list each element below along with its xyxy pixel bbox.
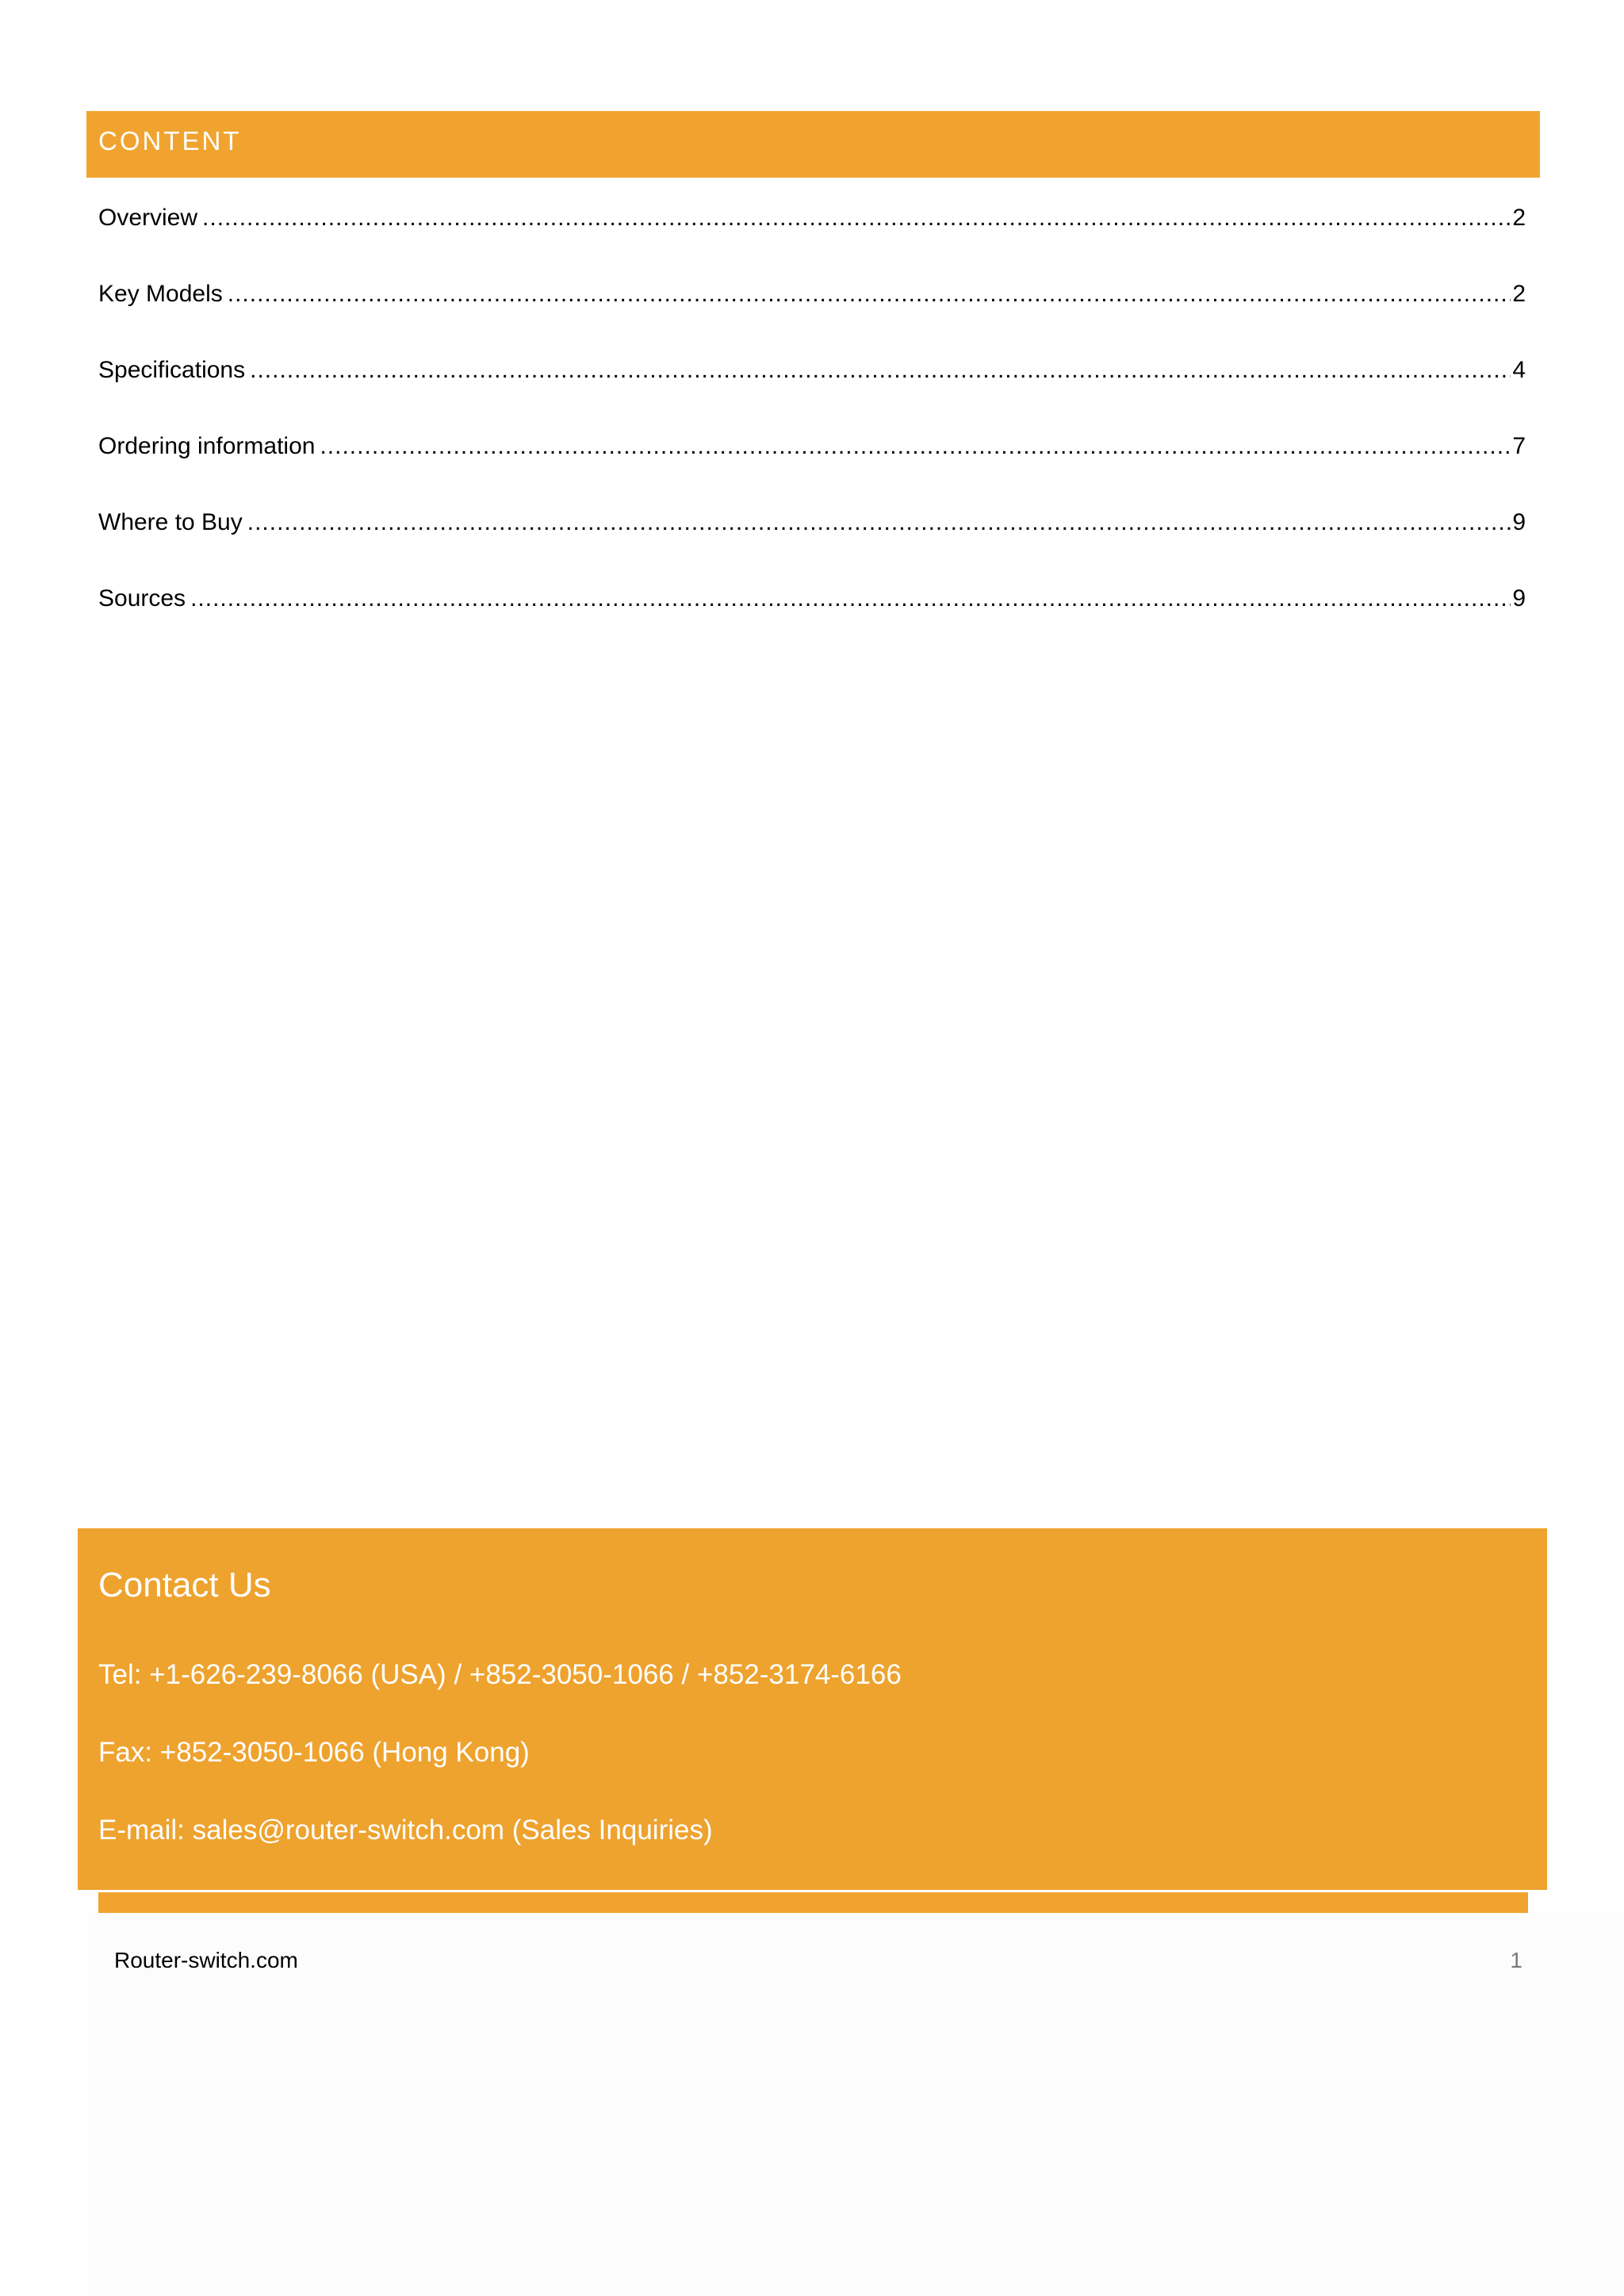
toc-item-sources[interactable] [98,579,1526,655]
toc-item-page: 4 [1512,357,1526,383]
toc-item-where-to-buy[interactable] [98,503,1526,579]
toc-item-label: Sources [98,585,186,611]
toc-dot-leader [320,427,1511,466]
toc-item-page: 7 [1512,433,1526,459]
footer-area [89,1913,1624,2296]
table-of-contents [98,198,1526,655]
toc-item-specifications[interactable] [98,351,1526,427]
toc-item-page: 9 [1512,585,1526,611]
contact-title: Contact Us [98,1566,271,1604]
contact-email[interactable]: E-mail: sales@router-switch.com (Sales Inquiries) [98,1815,713,1846]
toc-item-page: 9 [1512,509,1526,535]
toc-item-overview[interactable] [98,198,1526,274]
toc-item-label: Specifications [98,357,246,383]
toc-dot-leader [247,503,1511,542]
contact-fax: Fax: +852-3050-1066 (Hong Kong) [98,1737,530,1768]
toc-item-label: Where to Buy [98,509,243,535]
toc-dot-leader [190,579,1511,619]
toc-item-key-models[interactable] [98,274,1526,351]
toc-item-ordering-information[interactable] [98,427,1526,503]
footer-accent-bar [98,1892,1528,1913]
toc-item-page: 2 [1512,281,1526,307]
toc-dot-leader [228,274,1511,314]
content-title: CONTENT [98,126,242,155]
toc-item-label: Overview [98,205,198,231]
toc-dot-leader [250,351,1511,390]
toc-item-label: Ordering information [98,433,316,459]
contact-us-box [78,1528,1547,1890]
toc-dot-leader [202,198,1511,238]
footer-site-name: Router-switch.com [114,1948,298,1972]
content-header-banner [86,111,1540,178]
toc-item-page: 2 [1512,205,1526,231]
footer-page-number: 1 [1510,1948,1522,1972]
contact-telephone: Tel: +1-626-239-8066 (USA) / +852-3050-1066 / +852-3174-6166 [98,1659,902,1690]
toc-item-label: Key Models [98,281,223,307]
